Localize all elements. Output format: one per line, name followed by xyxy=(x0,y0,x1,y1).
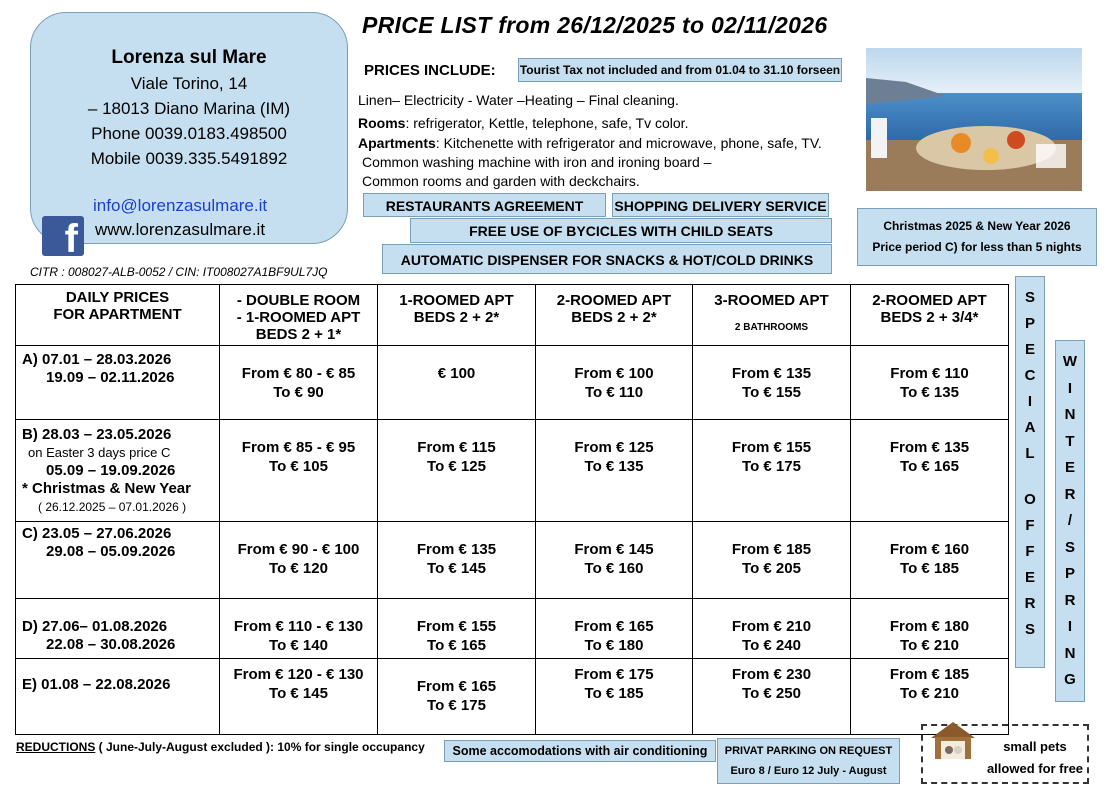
price-to: To € 205 xyxy=(742,560,801,577)
price-to: To € 180 xyxy=(584,637,644,654)
price-from: From € 80 - € 85 xyxy=(241,365,356,382)
price-to: To € 110 xyxy=(584,384,644,401)
price-to: To € 165 xyxy=(427,637,486,654)
banner-letter: E xyxy=(1024,569,1035,586)
banner-letter: / xyxy=(1067,512,1073,529)
price-cell xyxy=(693,346,851,420)
pets-box xyxy=(921,724,1089,784)
price-from: From € 210 xyxy=(731,618,812,635)
banner-letter: N xyxy=(1064,644,1076,662)
price-from: From € 110 xyxy=(890,365,969,382)
parking-line-2: Euro 8 / Euro 12 July - August xyxy=(730,765,887,777)
restaurants-agreement-badge: RESTAURANTS AGREEMENT xyxy=(363,193,606,217)
banner-letter: I xyxy=(1027,393,1033,410)
header-cell xyxy=(536,285,693,346)
winter-spring-banner xyxy=(1055,340,1085,702)
header-line: 3-ROOMED APT xyxy=(714,292,829,309)
banner-letter: S xyxy=(1024,289,1035,306)
parking-badge xyxy=(717,738,900,784)
price-cell xyxy=(378,346,536,420)
price-to: To € 185 xyxy=(584,685,644,702)
price-from: From € 230 xyxy=(731,666,812,683)
period-cell xyxy=(16,420,220,522)
header-line: - DOUBLE ROOM xyxy=(236,292,361,309)
mobile: Mobile 0039.335.5491892 xyxy=(90,149,288,168)
period-line: B) 28.03 – 23.05.2026 xyxy=(22,426,172,443)
price-from: From € 180 xyxy=(889,618,970,635)
free-bicycles-badge: FREE USE OF BYCICLES WITH CHILD SEATS xyxy=(410,218,832,243)
price-from: From € 115 xyxy=(417,439,496,456)
price-cell xyxy=(220,346,378,420)
price-cell xyxy=(220,659,378,735)
price-to: To € 155 xyxy=(742,384,801,401)
banner-letter: L xyxy=(1025,445,1035,462)
price-cell xyxy=(378,522,536,599)
period-cell xyxy=(16,599,220,659)
price-from: From € 135 xyxy=(731,365,812,382)
banner-letter: F xyxy=(1025,517,1035,534)
price-from: From € 120 - € 130 xyxy=(233,666,364,683)
price-to: To € 240 xyxy=(742,637,801,654)
price-from: From € 175 xyxy=(574,666,654,683)
price-cell xyxy=(851,420,1009,522)
header-line: 2-ROOMED APT xyxy=(872,292,987,309)
price-cell xyxy=(851,346,1009,420)
period-line: 19.09 – 02.11.2026 xyxy=(46,369,175,386)
banner-letter: E xyxy=(1064,459,1075,476)
header-line: BEDS 2 + 2* xyxy=(571,309,657,326)
period-cell xyxy=(16,346,220,420)
price-to: To € 105 xyxy=(269,458,328,475)
price-cell xyxy=(851,522,1009,599)
rooms-text: : refrigerator, Kettle, telephone, safe, Tv color. xyxy=(405,115,689,131)
banner-letter: T xyxy=(1065,432,1075,450)
banner-letter: I xyxy=(1067,379,1073,397)
price-to: To € 140 xyxy=(269,637,328,654)
includes-apartments xyxy=(358,135,822,151)
reductions-label: REDUCTIONS xyxy=(16,740,96,754)
prices-include-label: PRICES INCLUDE: xyxy=(364,62,496,79)
christmas-line-2: Price period C) for less than 5 nights xyxy=(872,240,1082,254)
reductions-text: ( June-July-August excluded ): 10% for single occupancy xyxy=(95,740,425,754)
period-line: ( 26.12.2025 – 07.01.2026 ) xyxy=(38,500,187,514)
parking-line-1: PRIVAT PARKING ON REQUEST xyxy=(724,745,893,757)
banner-letter: N xyxy=(1064,406,1076,423)
period-line: E) 01.08 – 22.08.2026 xyxy=(22,676,171,693)
banner-letter: P xyxy=(1024,315,1035,332)
price-from: From € 155 xyxy=(731,439,812,456)
includes-line-1: Linen– Electricity - Water –Heating – Final cleaning. xyxy=(358,92,679,108)
special-offers-banner xyxy=(1015,276,1045,668)
price-from: From € 85 - € 95 xyxy=(241,439,356,456)
air-conditioning-badge: Some accomodations with air conditioning xyxy=(444,740,716,762)
period-line: on Easter 3 days price C xyxy=(28,445,171,460)
sea-view-breakfast-photo xyxy=(866,48,1082,191)
header-cell xyxy=(693,285,851,346)
price-cell xyxy=(378,599,536,659)
price-to: To € 165 xyxy=(900,458,959,475)
price-cell xyxy=(378,420,536,522)
price-cell xyxy=(536,522,693,599)
banner-letter: P xyxy=(1064,565,1075,582)
shopping-delivery-badge: SHOPPING DELIVERY SERVICE xyxy=(612,193,829,217)
header-line: 2-ROOMED APT xyxy=(556,292,672,309)
price-cell xyxy=(220,522,378,599)
price-to: To € 210 xyxy=(900,637,959,654)
period-line: A) 07.01 – 28.03.2026 xyxy=(22,351,172,368)
banner-letter: R xyxy=(1024,595,1036,612)
banner-letter: A xyxy=(1024,419,1036,436)
includes-line-4: Common washing machine with iron and ironing board – xyxy=(362,154,712,170)
header-line: FOR APARTMENT xyxy=(53,306,182,323)
price-to: To € 135 xyxy=(584,458,644,475)
price-cell xyxy=(693,522,851,599)
table-row xyxy=(16,659,1009,735)
pets-line-1: small pets xyxy=(1003,739,1067,754)
period-line: D) 27.06– 01.08.2026 xyxy=(22,618,168,635)
price-from: From € 135 xyxy=(416,541,497,558)
page-title: PRICE LIST from 26/12/2025 to 02/11/2026 xyxy=(362,12,828,38)
header-line: - 1-ROOMED APT xyxy=(236,309,361,326)
banner-letter: S xyxy=(1064,538,1075,556)
table-row xyxy=(16,346,1009,420)
period-line: * Christmas & New Year xyxy=(22,480,191,497)
price-to: To € 175 xyxy=(742,458,801,475)
registration-codes: CITR : 008027-ALB-0052 / CIN: IT008027A1BF9UL7JQ xyxy=(30,265,328,279)
price-from: From € 155 xyxy=(416,618,497,635)
price-cell xyxy=(536,659,693,735)
includes-rooms xyxy=(358,115,688,131)
reductions-note xyxy=(16,740,425,754)
price-to: To € 175 xyxy=(427,697,486,714)
price-to: To € 120 xyxy=(269,560,328,577)
period-line: C) 23.05 – 27.06.2026 xyxy=(22,525,172,542)
price-cell xyxy=(378,659,536,735)
price-to: To € 160 xyxy=(584,560,644,577)
header-cell xyxy=(220,285,378,346)
header-cell xyxy=(16,285,220,346)
header-cell xyxy=(851,285,1009,346)
period-line: 29.08 – 05.09.2026 xyxy=(46,543,176,560)
price-from: From € 100 xyxy=(574,365,654,382)
price-to: To € 185 xyxy=(900,560,959,577)
price-from: From € 160 xyxy=(889,541,970,558)
price-cell xyxy=(220,420,378,522)
header-line: BEDS 2 + 2* xyxy=(413,309,500,326)
christmas-note-box xyxy=(857,208,1097,266)
rooms-label: Rooms xyxy=(358,115,406,131)
address-line-2: – 18013 Diano Marina (IM) xyxy=(87,99,291,118)
price-from: From € 135 xyxy=(889,439,970,456)
price-cell xyxy=(693,599,851,659)
price-cell xyxy=(693,420,851,522)
price-cell xyxy=(536,599,693,659)
price-cell xyxy=(536,420,693,522)
price-to: To € 90 xyxy=(273,384,324,401)
banner-letter: C xyxy=(1024,367,1036,384)
pets-house-icon xyxy=(929,720,977,760)
price-from: From € 185 xyxy=(889,666,970,683)
contact-box xyxy=(30,12,348,244)
price-cell xyxy=(851,599,1009,659)
tourist-tax-note: Tourist Tax not included and from 01.04 to 31.10 forseen xyxy=(518,58,842,82)
email-link[interactable]: info@lorenzasulmare.it xyxy=(93,196,268,215)
price-from: From € 165 xyxy=(416,678,497,695)
dispenser-badge: AUTOMATIC DISPENSER FOR SNACKS & HOT/COLD DRINKS xyxy=(382,244,832,274)
price-from: From € 90 - € 100 xyxy=(237,541,360,558)
price-cell xyxy=(220,599,378,659)
period-cell xyxy=(16,522,220,599)
banner-letter: O xyxy=(1024,491,1036,508)
price-from: From € 185 xyxy=(731,541,812,558)
table-row xyxy=(16,599,1009,659)
header-line: BEDS 2 + 3/4* xyxy=(880,309,979,326)
price-from: From € 145 xyxy=(574,541,654,558)
header-line: BEDS 2 + 1* xyxy=(255,326,342,343)
header-cell xyxy=(378,285,536,346)
banner-letter: W xyxy=(1062,353,1078,370)
price-cell xyxy=(536,346,693,420)
price-to: To € 145 xyxy=(269,685,328,702)
period-line: 05.09 – 19.09.2026 xyxy=(46,462,176,479)
banner-letter: F xyxy=(1025,543,1035,560)
banner-letter: S xyxy=(1024,621,1035,638)
price-table xyxy=(15,284,1009,735)
price-to: To € 250 xyxy=(742,685,801,702)
apartments-label: Apartments xyxy=(358,135,436,151)
price-from: From € 165 xyxy=(574,618,654,635)
business-name: Lorenza sul Mare xyxy=(111,47,267,68)
table-row xyxy=(16,522,1009,599)
banner-letter: E xyxy=(1024,341,1035,358)
table-header-row xyxy=(16,285,1009,346)
price-to: To € 135 xyxy=(900,384,959,401)
banner-letter: G xyxy=(1064,671,1076,688)
period-cell xyxy=(16,659,220,735)
includes-line-5: Common rooms and garden with deckchairs. xyxy=(362,173,640,189)
christmas-line-1: Christmas 2025 & New Year 2026 xyxy=(883,219,1071,233)
apartments-text: : Kitchenette with refrigerator and microwave, phone, safe, TV. xyxy=(435,135,822,151)
banner-letter: R xyxy=(1064,485,1076,503)
price-cell xyxy=(693,659,851,735)
price-to: To € 210 xyxy=(900,685,959,702)
header-line: 2 BATHROOMS xyxy=(734,322,809,333)
facebook-icon[interactable]: f xyxy=(42,216,84,256)
price-from: From € 125 xyxy=(574,439,654,456)
banner-letter: I xyxy=(1067,618,1073,635)
price-from: € 100 xyxy=(437,365,476,382)
period-line: 22.08 – 30.08.2026 xyxy=(46,636,176,653)
table-row xyxy=(16,420,1009,522)
price-to: To € 125 xyxy=(427,458,486,475)
price-to: To € 145 xyxy=(427,560,486,577)
header-line: DAILY PRICES xyxy=(65,289,170,306)
website-link[interactable]: www.lorenzasulmare.it xyxy=(95,220,266,239)
price-from: From € 110 - € 130 xyxy=(233,618,364,635)
header-line: 1-ROOMED APT xyxy=(399,292,514,309)
pets-line-2: allowed for free xyxy=(986,761,1084,776)
banner-letter: R xyxy=(1064,591,1076,609)
address-line-1: Viale Torino, 14 xyxy=(130,74,248,93)
phone: Phone 0039.0183.498500 xyxy=(91,124,287,143)
